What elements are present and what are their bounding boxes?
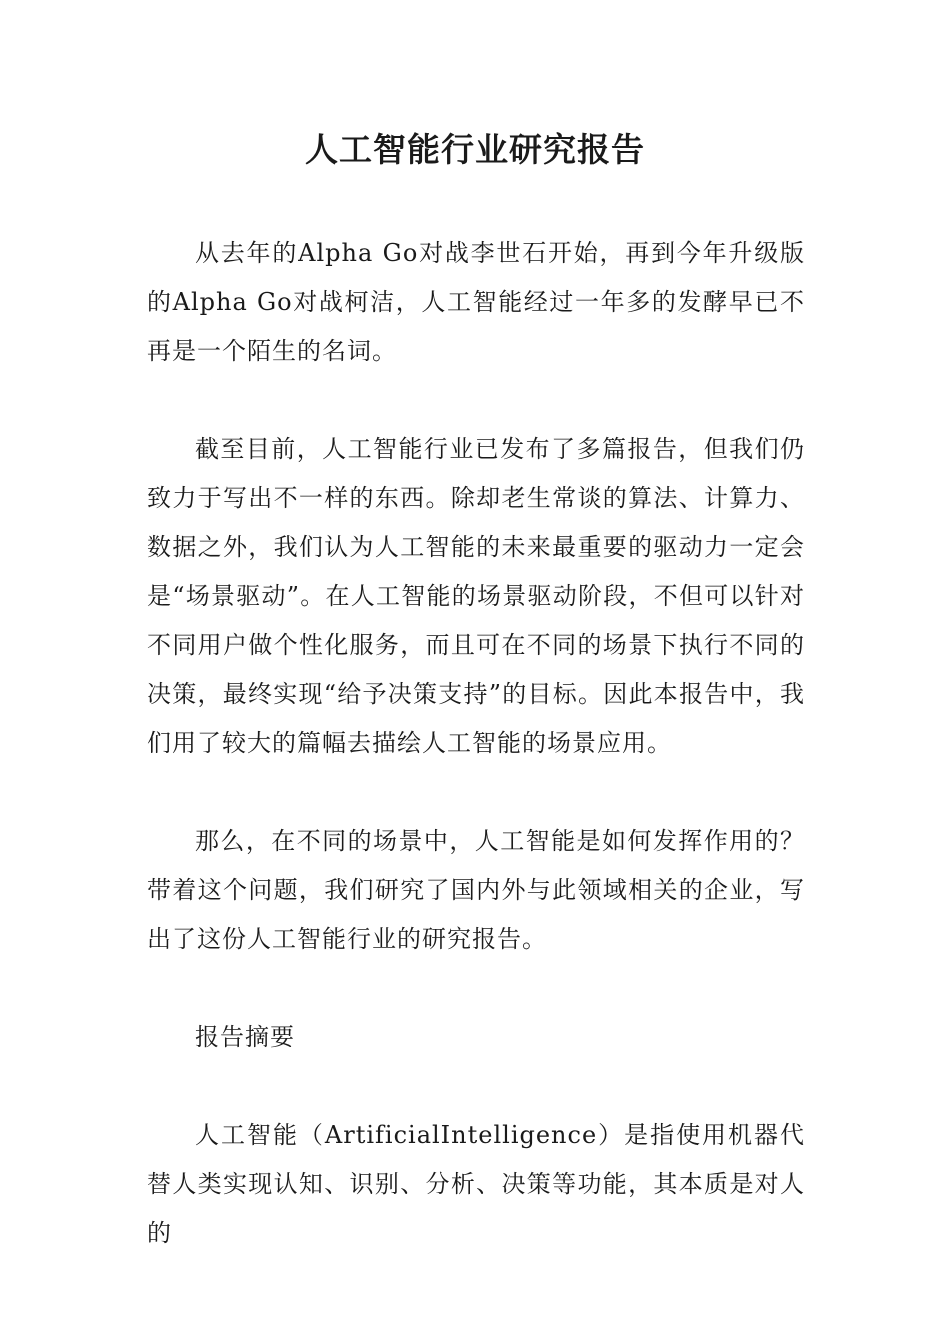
document-body [147,229,805,1307]
document-title: 人工智能行业研究报告 [305,130,645,169]
section-heading-summary: 报告摘要 [195,1023,295,1051]
paragraph-scene-driven: 截至目前，人工智能行业已发布了多篇报告，但我们仍致力于写出不一样的东西。除却老生常谈的算法、计算力、数据之外，我们认为人工智能的未来最重要的驱动力一定会是“场景驱动”。在人工智能的场景驱动阶段，不但可以针对不同用户做个性化服务，而且可在不同的场景下执行不同的决策，最终实现“给予决策支持”的目标。因此本报告中，我们用了较大的篇幅去描绘人工智能的场景应用。 [147,435,805,757]
paragraph-question: 那么，在不同的场景中，人工智能是如何发挥作用的？带着这个问题，我们研究了国内外与此领域相关的企业，写出了这份人工智能行业的研究报告。 [147,827,805,953]
paragraph-definition: 人工智能（ArtificialIntelligence）是指使用机器代替人类实现认知、识别、分析、决策等功能，其本质是对人的 [147,1121,805,1247]
paragraph-intro: 从去年的Alpha Go对战李世石开始，再到今年升级版的Alpha Go对战柯洁，人工智能经过一年多的发酵早已不再是一个陌生的名词。 [147,239,805,365]
